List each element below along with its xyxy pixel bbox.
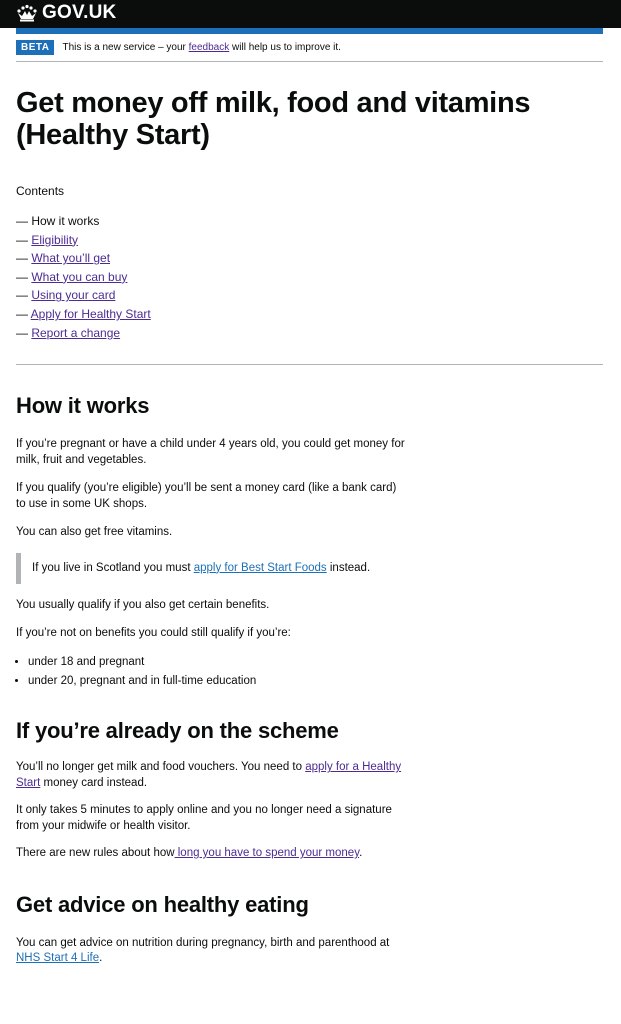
how-it-works-heading: How it works — [16, 393, 150, 419]
contents-item-eligibility — [16, 231, 603, 250]
text: . — [359, 847, 363, 860]
contents-item-using-your-card — [16, 286, 603, 305]
list-item: • under 18 and pregnant — [28, 653, 603, 672]
contents-link-report-a-change[interactable]: Report a change — [31, 325, 121, 340]
text: You can get advice on nutrition during pregnancy, birth and parenthood at — [16, 936, 390, 949]
contents-link-what-you-can-buy[interactable]: What you can buy — [31, 269, 128, 284]
paragraph: It only takes 5 minutes to apply online and you no longer need a signature from your midwife or health visitor. — [16, 804, 392, 832]
paragraph: If you’re not on benefits you could still qualify if you’re: — [16, 626, 291, 639]
healthy-eating-heading: Get advice on healthy eating — [16, 891, 309, 917]
feedback-link[interactable]: feedback — [188, 42, 230, 53]
best-start-foods-link[interactable]: apply for Best Start Foods — [193, 561, 327, 574]
dash: — — [16, 325, 28, 340]
text: money card instead. — [40, 776, 148, 789]
contents-link-using-your-card[interactable]: Using your card — [31, 288, 116, 303]
paragraph: If you’re pregnant or have a child under 4 years old, you could get money for milk, fruit and vegetables. — [16, 438, 405, 466]
contents-item-what-you-can-buy — [16, 268, 603, 287]
dash: — — [16, 232, 28, 247]
spend-money-link[interactable]: long you have to spend your money — [174, 847, 360, 860]
phase-banner — [16, 34, 603, 62]
contents-item-how-it-works — [16, 212, 603, 231]
beta-text — [62, 42, 340, 53]
contents-item-apply — [16, 305, 603, 324]
text: . — [99, 952, 103, 965]
already-on-scheme-heading: If you’re already on the scheme — [16, 718, 339, 744]
dash: — — [16, 288, 28, 303]
paragraph — [16, 846, 406, 862]
crown-icon — [16, 4, 38, 22]
contents-list — [16, 212, 603, 342]
paragraph — [16, 936, 406, 967]
contents-link-what-youll-get[interactable]: What you’ll get — [31, 251, 111, 266]
text: There are new rules about how — [16, 847, 175, 860]
paragraph: You can also get free vitamins. — [16, 526, 173, 539]
beta-tag: BETA — [16, 40, 54, 55]
logo-text: GOV.UK — [42, 2, 117, 23]
contents-item-label: How it works — [31, 214, 100, 228]
govuk-header — [0, 0, 621, 28]
section-healthy-eating — [16, 892, 603, 967]
beta-text-before: This is a new service – your — [62, 42, 189, 53]
inset-text-after: instead. — [326, 561, 371, 574]
paragraph: If you qualify (you’re eligible) you’ll be sent a money card (like a bank card) to use in some UK shops. — [16, 482, 397, 510]
scotland-inset — [16, 553, 603, 585]
paragraph: You usually qualify if you also get certain benefits. — [16, 599, 270, 612]
nhs-start-4-life-link[interactable]: NHS Start 4 Life — [16, 952, 100, 965]
govuk-logo-link[interactable] — [16, 2, 116, 24]
dash: — — [16, 214, 28, 228]
dash: — — [16, 306, 28, 321]
contents-title: Contents — [16, 184, 65, 198]
paragraph — [16, 760, 406, 791]
section-how-it-works — [16, 393, 603, 690]
contents-link-apply[interactable]: Apply for Healthy Start — [30, 306, 151, 321]
contents-item-report-a-change — [16, 324, 603, 343]
page-title: Get money off milk, food and vitamins (Healthy Start) — [16, 87, 531, 151]
dash: — — [16, 269, 28, 284]
beta-text-after: will help us to improve it. — [229, 42, 341, 53]
contents-item-what-youll-get — [16, 249, 603, 268]
eligibility-bullets — [16, 653, 603, 690]
contents-link-eligibility[interactable]: Eligibility — [31, 232, 79, 247]
list-item: • under 20, pregnant and in full-time education — [28, 672, 603, 691]
dash: — — [16, 251, 28, 266]
section-already-on-scheme — [16, 718, 603, 862]
section-divider — [16, 364, 603, 365]
apply-healthy-start-link[interactable]: apply for a Healthy Start — [16, 761, 402, 789]
inset-text-before: If you live in Scotland you must — [32, 561, 194, 574]
text: You’ll no longer get milk and food vouchers. You need to — [16, 761, 306, 774]
